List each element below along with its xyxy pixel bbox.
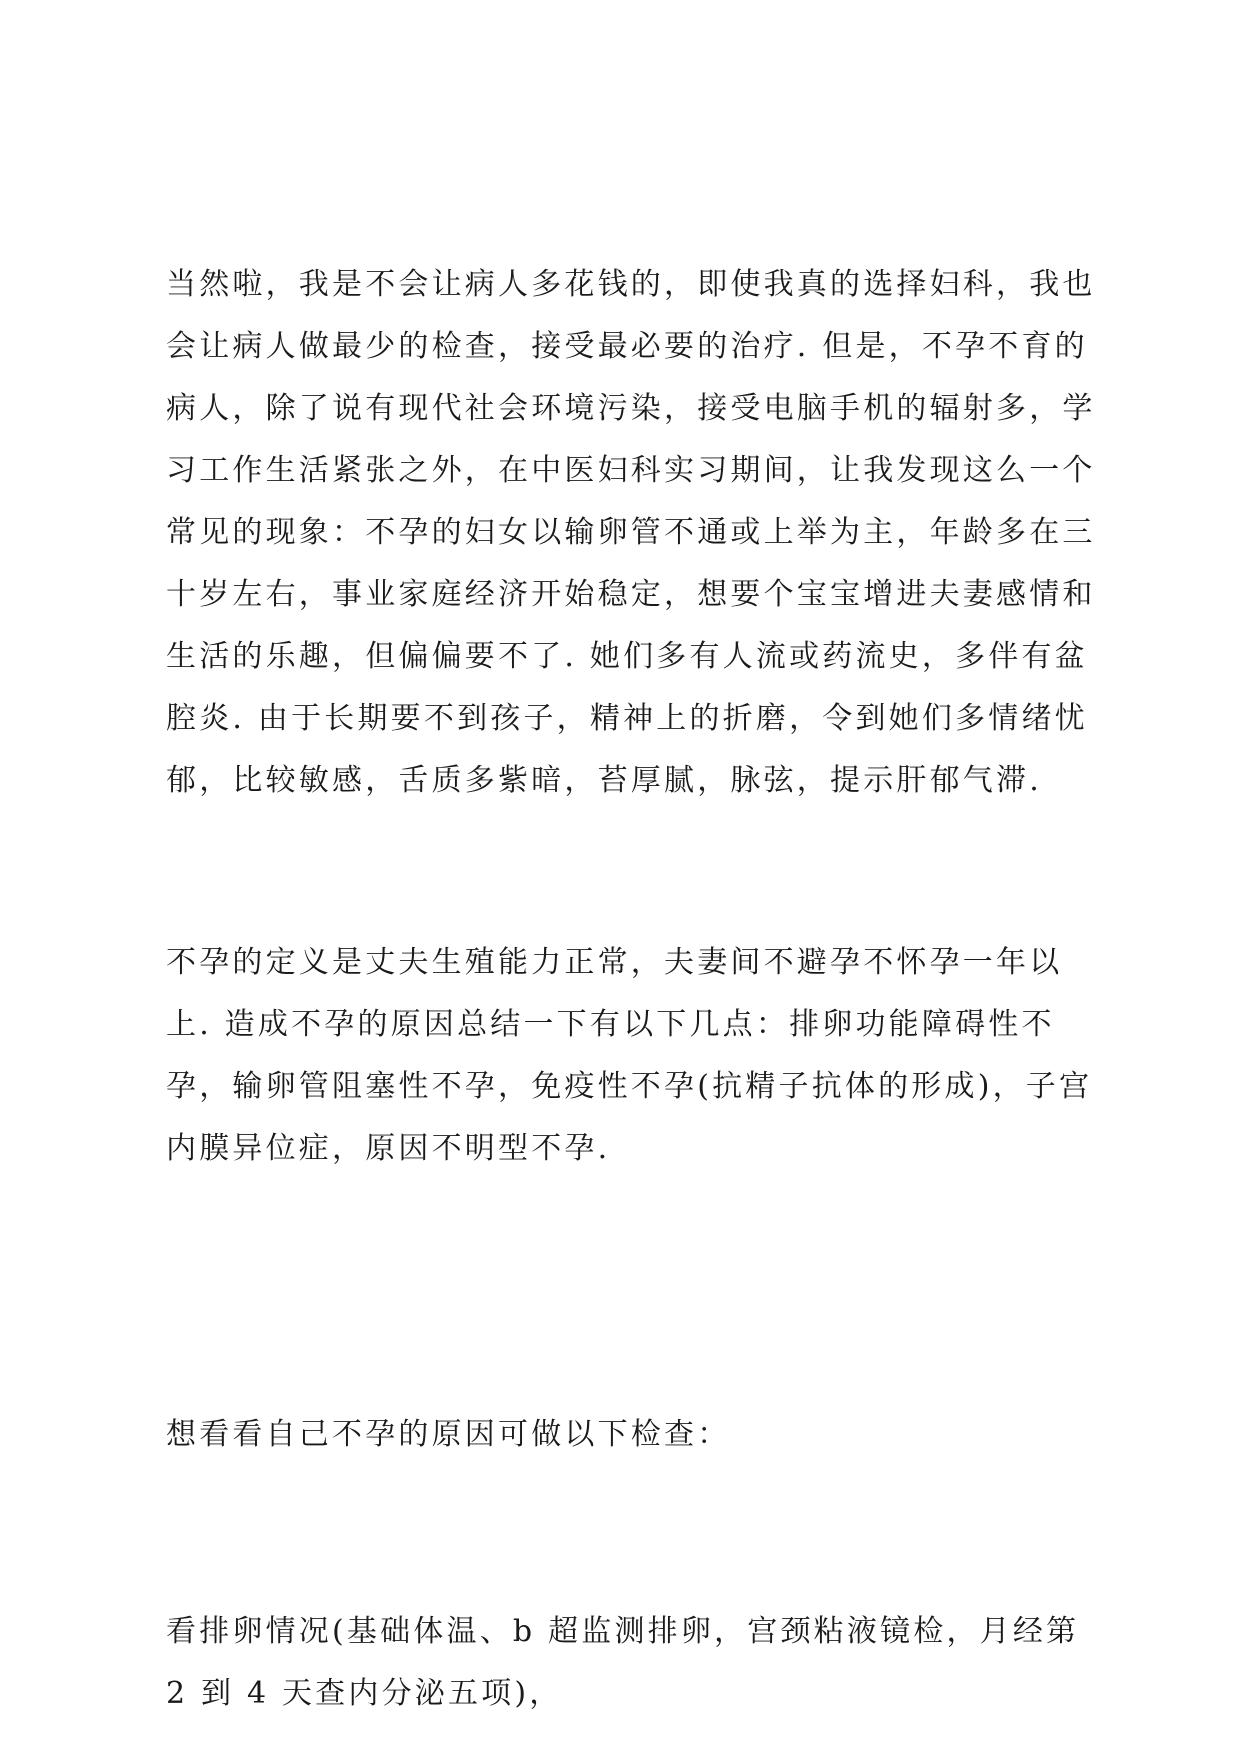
text-line: 不孕的定义是丈夫生殖能力正常，夫妻间不避孕不怀孕一年以	[166, 945, 1063, 980]
paragraph-1	[166, 254, 1096, 812]
text-line: 郁，比较敏感，舌质多紫暗，苔厚腻，脉弦，提示肝郁气滞.	[166, 763, 1042, 798]
text-line: 习工作生活紧张之外，在中医妇科实习期间，让我发现这么一个	[166, 453, 1096, 488]
text-line: 内膜异位症，原因不明型不孕.	[166, 1131, 611, 1166]
text-line: 会让病人做最少的检查，接受最必要的治疗. 但是，不孕不育的	[166, 329, 1088, 364]
text-line: 病人，除了说有现代社会环境污染，接受电脑手机的辐射多，学	[166, 391, 1096, 426]
paragraph-2	[166, 932, 1096, 1180]
text-line: 当然啦，我是不会让病人多花钱的，即使我真的选择妇科，我也	[166, 267, 1096, 302]
paragraph-4	[166, 1601, 1096, 1725]
paragraph-3	[166, 1404, 1096, 1466]
text-line: 看排卵情况(基础体温、b 超监测排卵，宫颈粘液镜检，月经第	[166, 1614, 1080, 1649]
text-line: 生活的乐趣，但偏偏要不了. 她们多有人流或药流史，多伴有盆	[166, 639, 1088, 674]
text-line: 想看看自己不孕的原因可做以下检查：	[166, 1417, 731, 1452]
text-line: 十岁左右，事业家庭经济开始稳定，想要个宝宝增进夫妻感情和	[166, 577, 1096, 612]
text-line: 腔炎. 由于长期要不到孩子，精神上的折磨，令到她们多情绪忧	[166, 701, 1088, 736]
text-line: 上. 造成不孕的原因总结一下有以下几点：排卵功能障碍性不	[166, 1007, 1055, 1042]
text-line: 孕，输卵管阻塞性不孕，免疫性不孕(抗精子抗体的形成)，子宫	[166, 1069, 1093, 1104]
text-line: 2 到 4 天查内分泌五项)，	[166, 1676, 563, 1711]
text-line: 常见的现象：不孕的妇女以输卵管不通或上举为主，年龄多在三	[166, 515, 1096, 550]
